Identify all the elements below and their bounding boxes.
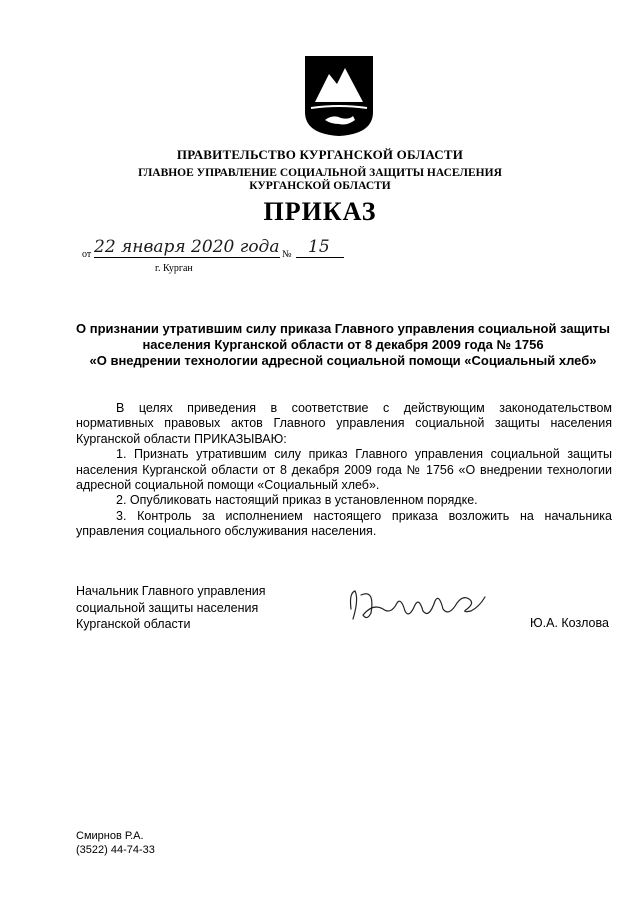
intro-paragraph: В целях приведения в соответствие с действующим законодательством нормативных правовых актов Главного управления социальной защиты населения Курганской области ПРИКАЗЫВАЮ: — [76, 401, 612, 446]
date-value: 22 января 2020 года — [94, 237, 280, 257]
number-prefix: № — [282, 249, 292, 260]
city: г. Курган — [155, 263, 193, 274]
order-title: О признании утратившим силу приказа Главного управления социальной защиты населения Курганской области от 8 декабря 2009 года № 1756 «О внедрении технологии адресной социальной помощи «Социальный хлеб» — [76, 321, 610, 368]
executor-name: Смирнов Р.А. — [76, 830, 144, 842]
item-1: 1. Признать утратившим силу приказ Главного управления социальной защиты населения Курганской области от 8 декабря 2009 года № 1756 «О внедрении технологии адресной социальной помощи «Социальный хлеб». — [76, 447, 612, 493]
coat-of-arms-icon — [303, 54, 375, 138]
order-body — [76, 401, 612, 540]
handwritten-signature — [345, 585, 495, 630]
signatory-position: Начальник Главного управления социальной защиты населения Курганской области — [76, 584, 266, 631]
signatory-name: Ю.А. Козлова — [530, 616, 609, 630]
item-3: 3. Контроль за исполнением настоящего приказа возложить на начальника управления социального обслуживания населения. — [76, 508, 612, 539]
date-prefix: от — [82, 249, 92, 260]
government-name: ПРАВИТЕЛЬСТВО КУРГАНСКОЙ ОБЛАСТИ — [176, 147, 464, 162]
executor-phone: (3522) 44-74-33 — [76, 844, 155, 856]
department-name: ГЛАВНОЕ УПРАВЛЕНИЕ СОЦИАЛЬНОЙ ЗАЩИТЫ НАСЕЛЕНИЯ КУРГАНСКОЙ ОБЛАСТИ — [138, 167, 502, 192]
item-2: 2. Опубликовать настоящий приказ в установленном порядке. — [116, 493, 478, 508]
executor-info — [76, 829, 155, 857]
document-type: ПРИКАЗ — [263, 197, 377, 226]
order-number: 15 — [296, 237, 344, 258]
